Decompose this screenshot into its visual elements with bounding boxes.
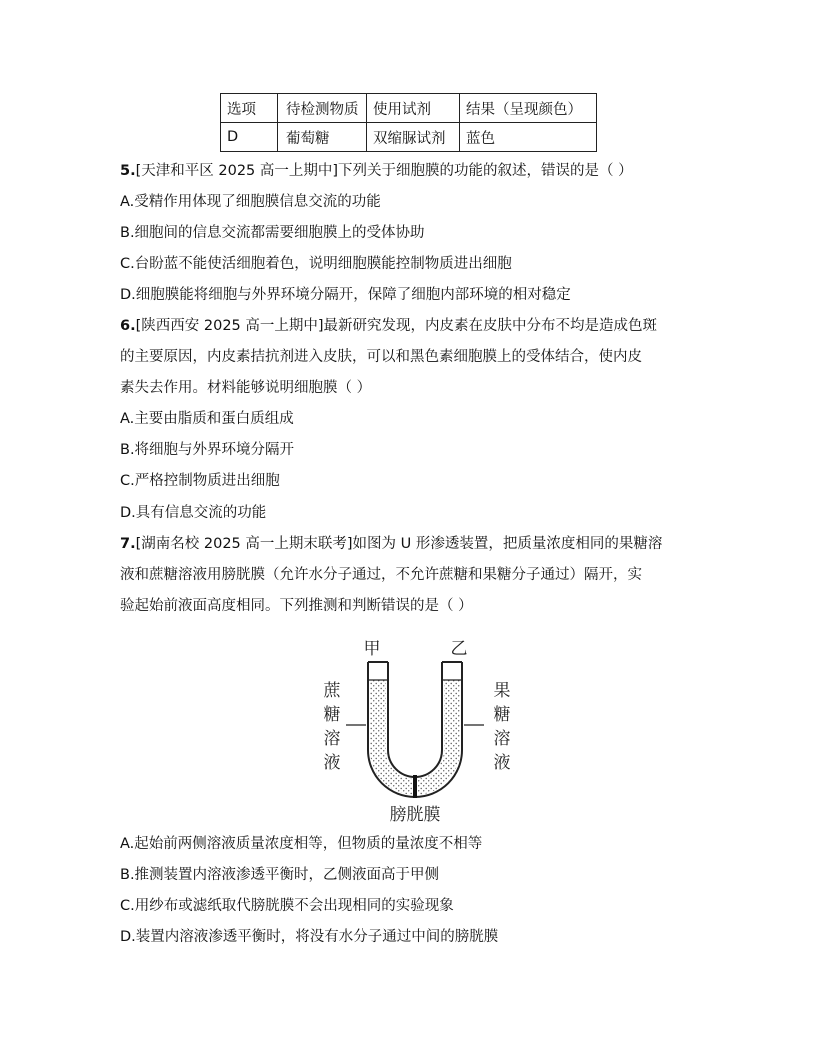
question-text: [湖南名校 2025 高一上期末联考]如图为 U 形渗透装置，把质量浓度相同的果糖溶 <box>135 536 663 552</box>
table-cell: 使用试剂 <box>367 94 460 123</box>
label-sucrose-char-4: 液 <box>323 753 341 773</box>
u-tube-osmosis-diagram <box>300 632 530 827</box>
label-bladder-membrane: 膀胱膜 <box>389 805 441 825</box>
question-6-option-d: D.具有信息交流的功能 <box>120 505 267 521</box>
question-6-stem-line-3: 素失去作用。材料能够说明细胞膜（ ） <box>120 380 372 396</box>
question-text: [天津和平区 2025 高一上期中]下列关于细胞膜的功能的叙述，错误的是（ ） <box>135 163 633 179</box>
u-tube-inner-wall <box>388 662 442 777</box>
table-header-row <box>221 94 597 123</box>
question-7-option-a: A.起始前两侧溶液质量浓度相等，但物质的量浓度不相等 <box>120 836 483 852</box>
question-7-option-d: D.装置内溶液渗透平衡时，将没有水分子通过中间的膀胱膜 <box>120 929 499 945</box>
label-fructose-char-1: 果 <box>493 681 511 701</box>
table-cell: 双缩脲试剂 <box>367 123 460 152</box>
question-6-option-c: C.严格控制物质进出细胞 <box>120 473 280 489</box>
question-7-option-b: B.推测装置内溶液渗透平衡时，乙侧液面高于甲侧 <box>120 867 440 883</box>
label-fructose-char-4: 液 <box>493 753 511 773</box>
question-6-option-b: B.将细胞与外界环境分隔开 <box>120 442 295 458</box>
table-cell: 葡萄糖 <box>278 123 367 152</box>
label-fructose-char-3: 溶 <box>493 729 511 749</box>
table-cell: D <box>221 123 278 152</box>
bladder-membrane <box>413 775 417 798</box>
question-5-option-b: B.细胞间的信息交流都需要细胞膜上的受体协助 <box>120 225 425 241</box>
question-5-option-c: C.台盼蓝不能使活细胞着色，说明细胞膜能控制物质进出细胞 <box>120 256 512 272</box>
result-table <box>220 93 597 152</box>
table-cell: 选项 <box>221 94 278 123</box>
question-6-stem-line-2: 的主要原因，内皮素拮抗剂进入皮肤，可以和黑色素细胞膜上的受体结合，使内皮 <box>120 349 642 365</box>
question-5-option-d: D.细胞膜能将细胞与外界环境分隔开，保障了细胞内部环境的相对稳定 <box>120 287 571 303</box>
question-5-stem <box>120 161 633 181</box>
table-row <box>221 123 597 152</box>
label-sucrose-char-1: 蔗 <box>323 681 341 701</box>
label-sucrose-char-2: 糖 <box>323 705 341 725</box>
table-cell: 待检测物质 <box>278 94 367 123</box>
question-number: 6. <box>120 318 136 334</box>
table-cell: 结果（呈现颜色） <box>460 94 597 123</box>
question-text: [陕西西安 2025 高一上期中]最新研究发现，内皮素在皮肤中分布不均是造成色斑 <box>135 318 658 334</box>
question-7-option-c: C.用纱布或滤纸取代膀胱膜不会出现相同的实验现象 <box>120 898 454 914</box>
question-6-option-a: A.主要由脂质和蛋白质组成 <box>120 411 294 427</box>
question-7-stem-line-1 <box>120 534 662 554</box>
question-5-option-a: A.受精作用体现了细胞膜信息交流的功能 <box>120 194 381 210</box>
label-sucrose-char-3: 溶 <box>323 729 341 749</box>
question-number: 5. <box>120 163 136 179</box>
label-fructose-char-2: 糖 <box>493 705 511 725</box>
question-number: 7. <box>120 536 136 552</box>
table-cell: 蓝色 <box>460 123 597 152</box>
question-6-stem-line-1 <box>120 316 657 336</box>
label-jia: 甲 <box>363 639 381 659</box>
question-7-stem-line-3: 验起始前液面高度相同。下列推测和判断错误的是（ ） <box>120 598 473 614</box>
label-yi: 乙 <box>450 639 468 659</box>
question-7-stem-line-2: 液和蔗糖溶液用膀胱膜（允许水分子通过，不允许蔗糖和果糖分子通过）隔开，实 <box>120 567 642 583</box>
